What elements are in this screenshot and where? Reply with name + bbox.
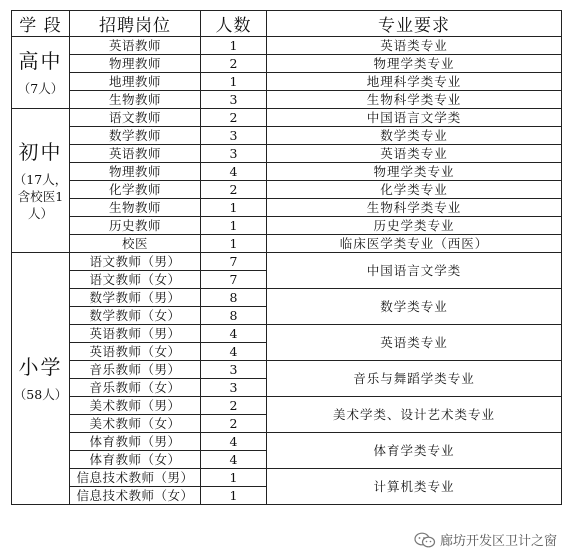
major-cell: 美术学类、设计艺术类专业 [267, 397, 562, 433]
position-cell: 物理教师 [70, 55, 201, 73]
count-cell: 4 [201, 325, 267, 343]
table-row [12, 145, 562, 163]
position-cell: 地理教师 [70, 73, 201, 91]
stage-name: 初中 [18, 140, 63, 164]
position-cell: 数学教师 [70, 127, 201, 145]
position-cell: 历史教师 [70, 217, 201, 235]
position-cell: 美术教师（男） [70, 397, 201, 415]
count-cell: 1 [201, 469, 267, 487]
stage-cell-high-school [12, 37, 70, 109]
count-cell: 2 [201, 55, 267, 73]
count-cell: 7 [201, 271, 267, 289]
position-cell: 校医 [70, 235, 201, 253]
count-cell: 2 [201, 109, 267, 127]
major-cell: 中国语言文学类 [267, 253, 562, 289]
major-cell: 化学类专业 [267, 181, 562, 199]
position-cell: 数学教师（男） [70, 289, 201, 307]
major-cell: 中国语言文学类 [267, 109, 562, 127]
major-cell: 物理学类专业 [267, 163, 562, 181]
stage-note: （58人） [13, 387, 68, 402]
position-cell: 语文教师（女） [70, 271, 201, 289]
stage-note: （7人） [17, 81, 64, 96]
table-row [12, 217, 562, 235]
count-cell: 8 [201, 289, 267, 307]
position-cell: 英语教师 [70, 145, 201, 163]
table-row [12, 469, 562, 487]
major-cell: 临床医学类专业（西医） [267, 235, 562, 253]
count-cell: 1 [201, 235, 267, 253]
count-cell: 1 [201, 199, 267, 217]
table-row [12, 325, 562, 343]
count-cell: 2 [201, 397, 267, 415]
position-cell: 语文教师 [70, 109, 201, 127]
position-cell: 英语教师（男） [70, 325, 201, 343]
table-row [12, 289, 562, 307]
major-cell: 英语类专业 [267, 325, 562, 361]
position-cell: 化学教师 [70, 181, 201, 199]
count-cell: 4 [201, 451, 267, 469]
source-name: 廊坊开发区卫计之窗 [439, 534, 557, 549]
major-cell: 地理科学类专业 [267, 73, 562, 91]
position-cell: 物理教师 [70, 163, 201, 181]
count-cell: 1 [201, 37, 267, 55]
table-row [12, 55, 562, 73]
position-cell: 信息技术教师（女） [70, 487, 201, 505]
stage-note: （17人，含校医1人） [13, 172, 68, 221]
count-cell: 3 [201, 145, 267, 163]
major-cell: 物理学类专业 [267, 55, 562, 73]
count-cell: 3 [201, 91, 267, 109]
table-row [12, 397, 562, 415]
position-cell: 生物教师 [70, 91, 201, 109]
header-position: 招聘岗位 [70, 11, 201, 37]
count-cell: 8 [201, 307, 267, 325]
major-cell: 生物科学类专业 [267, 91, 562, 109]
count-cell: 7 [201, 253, 267, 271]
table-row [12, 163, 562, 181]
table-row [12, 361, 562, 379]
stage-cell-middle-school [12, 109, 70, 253]
recruitment-table [11, 10, 562, 505]
position-cell: 体育教师（男） [70, 433, 201, 451]
table-row [12, 181, 562, 199]
wechat-icon [414, 532, 436, 548]
major-cell: 数学类专业 [267, 289, 562, 325]
position-cell: 信息技术教师（男） [70, 469, 201, 487]
position-cell: 音乐教师（女） [70, 379, 201, 397]
count-cell: 3 [201, 127, 267, 145]
table-row [12, 37, 562, 55]
major-cell: 生物科学类专业 [267, 199, 562, 217]
major-cell: 体育学类专业 [267, 433, 562, 469]
position-cell: 英语教师（女） [70, 343, 201, 361]
count-cell: 2 [201, 415, 267, 433]
table-row [12, 235, 562, 253]
count-cell: 3 [201, 361, 267, 379]
table-row [12, 127, 562, 145]
count-cell: 1 [201, 217, 267, 235]
header-row [12, 11, 562, 37]
table-row [12, 199, 562, 217]
count-cell: 4 [201, 433, 267, 451]
source-watermark [414, 530, 557, 549]
major-cell: 音乐与舞蹈学类专业 [267, 361, 562, 397]
table-row [12, 73, 562, 91]
position-cell: 体育教师（女） [70, 451, 201, 469]
major-cell: 数学类专业 [267, 127, 562, 145]
header-count: 人数 [201, 11, 267, 37]
position-cell: 美术教师（女） [70, 415, 201, 433]
stage-name: 高中 [18, 49, 63, 73]
table-row [12, 91, 562, 109]
count-cell: 1 [201, 73, 267, 91]
position-cell: 数学教师（女） [70, 307, 201, 325]
count-cell: 4 [201, 343, 267, 361]
stage-name: 小学 [18, 355, 63, 379]
table-row [12, 433, 562, 451]
position-cell: 音乐教师（男） [70, 361, 201, 379]
position-cell: 生物教师 [70, 199, 201, 217]
major-cell: 英语类专业 [267, 37, 562, 55]
stage-cell-primary-school [12, 253, 70, 505]
position-cell: 语文教师（男） [70, 253, 201, 271]
header-stage: 学 段 [12, 11, 70, 37]
table-row [12, 253, 562, 271]
count-cell: 3 [201, 379, 267, 397]
major-cell: 英语类专业 [267, 145, 562, 163]
count-cell: 1 [201, 487, 267, 505]
count-cell: 2 [201, 181, 267, 199]
header-major: 专业要求 [267, 11, 562, 37]
major-cell: 历史学类专业 [267, 217, 562, 235]
position-cell: 英语教师 [70, 37, 201, 55]
table-row [12, 109, 562, 127]
count-cell: 4 [201, 163, 267, 181]
major-cell: 计算机类专业 [267, 469, 562, 505]
